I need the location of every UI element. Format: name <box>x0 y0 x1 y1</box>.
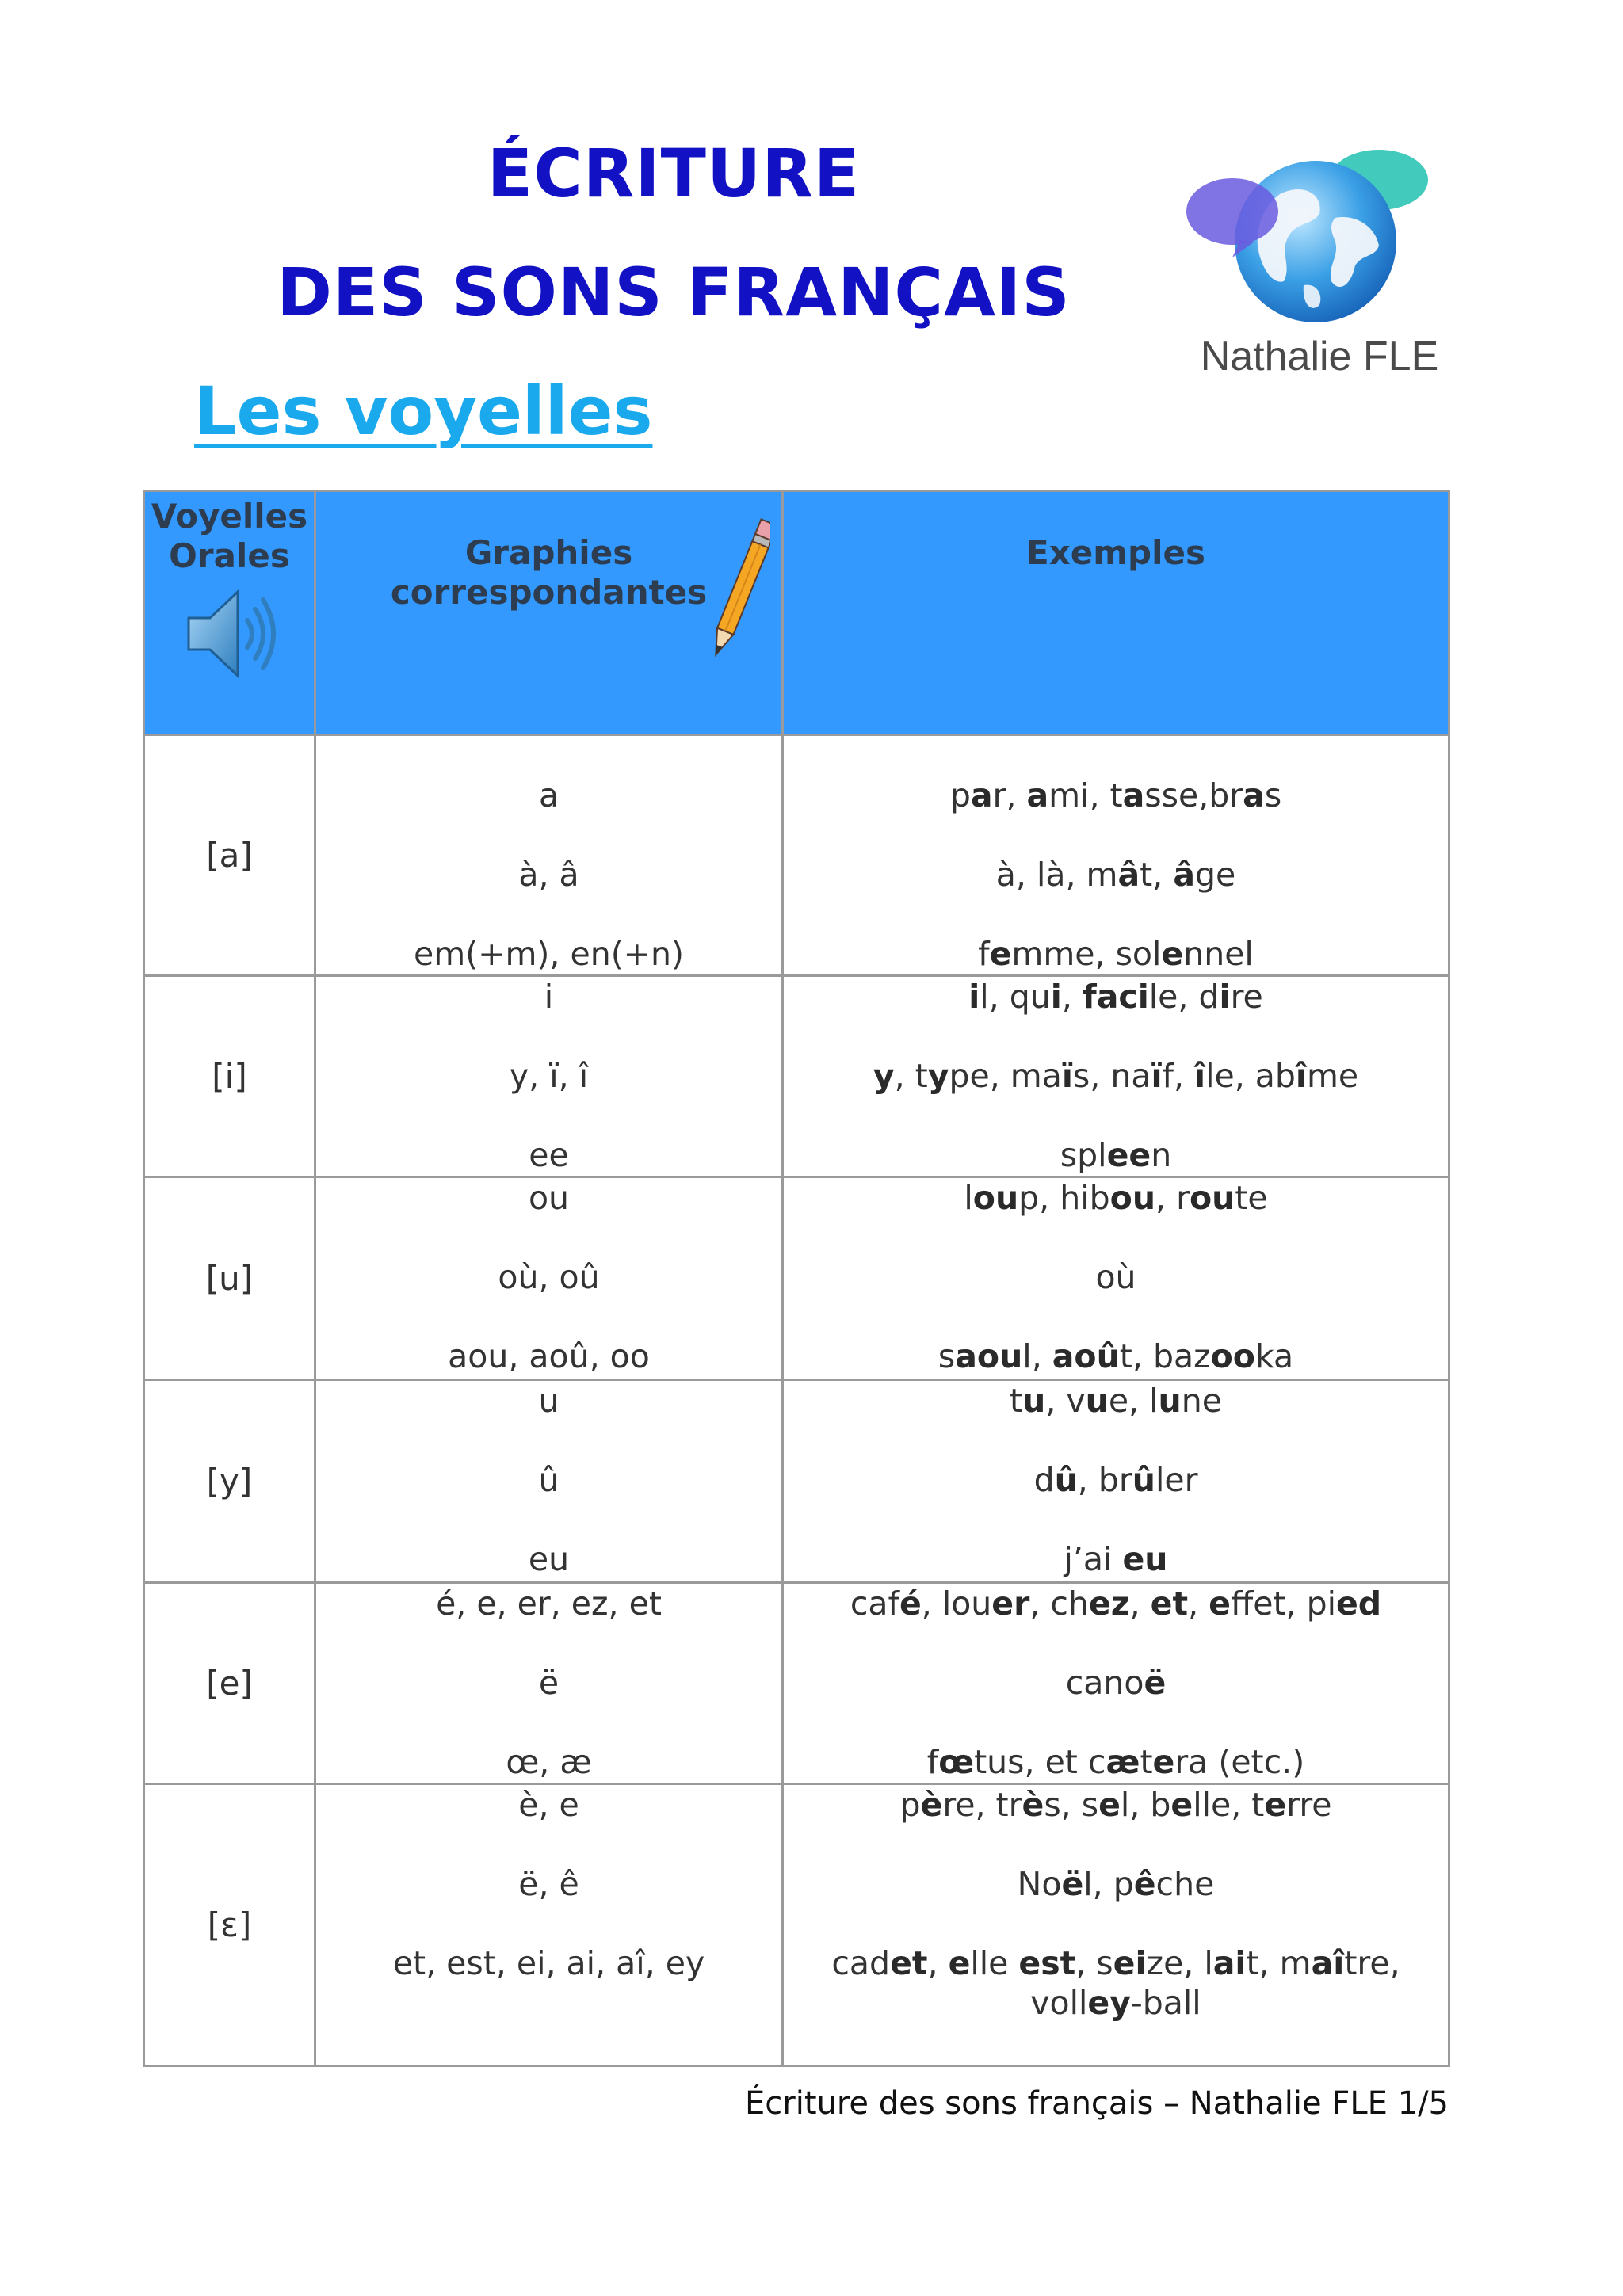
table-row <box>144 735 1449 976</box>
example-highlight: ë <box>1061 1865 1084 1903</box>
graphie-line: i <box>544 978 554 1016</box>
example-text: , <box>1129 1585 1151 1623</box>
example-line <box>793 934 1438 974</box>
example-text: l <box>964 1179 973 1217</box>
example-text: r, <box>992 776 1027 814</box>
example-highlight: y <box>873 1057 895 1095</box>
example-text: caf <box>850 1585 899 1623</box>
example-highlight: æ <box>1106 1743 1140 1781</box>
table-row <box>144 1177 1449 1380</box>
logo-text: Nathalie FLE <box>1200 334 1439 379</box>
example-text: s <box>1264 776 1282 814</box>
example-line <box>793 1381 1438 1421</box>
example-text: le, ab <box>1205 1057 1296 1095</box>
example-highlight: a <box>970 776 993 814</box>
example-highlight: è <box>920 1786 943 1824</box>
example-text: à, là, m <box>995 856 1118 894</box>
example-text: ze, l <box>1146 1944 1213 1982</box>
header-vowels-line1: Voyelles <box>151 497 308 536</box>
example-highlight: a <box>1122 776 1145 814</box>
example-highlight: ou <box>1109 1179 1156 1217</box>
graphie-line: où, oû <box>498 1258 600 1296</box>
example-line <box>793 977 1438 1016</box>
example-highlight: e <box>948 1944 971 1982</box>
example-text: , br <box>1077 1461 1132 1499</box>
example-text: , lou <box>921 1585 992 1623</box>
example-line <box>793 1539 1438 1579</box>
example-line <box>793 776 1438 815</box>
example-text: p <box>949 776 971 814</box>
phoneme-cell: [i] <box>144 976 315 1177</box>
example-text: , <box>927 1944 949 1982</box>
example-text: f, <box>1162 1057 1195 1095</box>
example-highlight: i <box>1219 978 1231 1016</box>
graphie-line: em(+m), en(+n) <box>413 935 685 973</box>
example-line <box>793 1943 1438 1983</box>
examples-cell <box>783 735 1449 976</box>
example-highlight: ez <box>1088 1585 1130 1623</box>
example-highlight: é <box>899 1585 922 1623</box>
example-text: le, d <box>1148 978 1220 1016</box>
graphie-line: é, e, er, ez, et <box>436 1585 662 1623</box>
example-text: spl <box>1060 1136 1107 1174</box>
example-highlight: e <box>1152 1743 1175 1781</box>
graphie-line: u <box>538 1382 559 1420</box>
example-highlight: e <box>1170 1786 1193 1824</box>
example-highlight: ee <box>1106 1136 1151 1174</box>
example-text: mi, t <box>1048 776 1123 814</box>
table-row <box>144 1784 1449 2066</box>
graphie-line: et, est, ei, ai, aî, ey <box>392 1944 705 1982</box>
example-text: pe, ma <box>949 1057 1062 1095</box>
example-highlight: i <box>968 978 980 1016</box>
example-highlight: er <box>991 1585 1030 1623</box>
section-subtitle: Les voyelles <box>194 372 653 450</box>
example-text: cad <box>831 1944 891 1982</box>
example-text: tre, <box>1344 1944 1400 1982</box>
example-text: lle <box>970 1944 1019 1982</box>
example-text: , v <box>1045 1382 1086 1420</box>
example-line <box>793 1864 1438 1904</box>
example-line <box>793 1337 1438 1376</box>
examples-cell <box>783 1177 1449 1380</box>
graphie-line: û <box>538 1461 559 1499</box>
example-text: l, b <box>1120 1786 1171 1824</box>
example-text: j’ai <box>1064 1540 1123 1578</box>
example-text: mme, sol <box>1011 935 1162 973</box>
example-highlight: û <box>1132 1461 1155 1499</box>
graphie-line: y, ï, î <box>509 1057 589 1095</box>
page-title-line1: ÉCRITURE <box>487 135 861 212</box>
example-highlight: ou <box>1189 1179 1235 1217</box>
example-text: t, <box>1140 856 1174 894</box>
example-text: s, na <box>1072 1057 1151 1095</box>
example-text: ne <box>1181 1382 1222 1420</box>
graphies-cell <box>315 1784 783 2066</box>
example-text: ge <box>1194 856 1236 894</box>
examples-cell <box>783 976 1449 1177</box>
example-text: re, tr <box>942 1786 1022 1824</box>
graphies-cell <box>315 1177 783 1380</box>
example-text: rre <box>1286 1786 1332 1824</box>
example-text: ler <box>1155 1461 1198 1499</box>
example-highlight: oo <box>1210 1337 1255 1375</box>
example-highlight: â <box>1117 856 1140 894</box>
example-line <box>793 1742 1438 1782</box>
graphie-line: aou, aoû, oo <box>448 1337 650 1375</box>
example-highlight: a <box>1243 776 1265 814</box>
example-highlight: î <box>1194 1057 1206 1095</box>
example-line <box>793 1460 1438 1500</box>
example-line <box>793 1785 1438 1825</box>
example-highlight: ey <box>1087 1984 1131 2022</box>
example-highlight: ê <box>1133 1865 1156 1903</box>
example-highlight: et <box>1150 1585 1189 1623</box>
header-examples <box>783 491 1449 735</box>
graphie-line: ë, ê <box>518 1865 579 1903</box>
example-highlight: è <box>1022 1786 1044 1824</box>
example-highlight: et <box>890 1944 928 1982</box>
example-text: s, s <box>1044 1786 1099 1824</box>
graphies-cell <box>315 976 783 1177</box>
graphie-line: è, e <box>518 1786 579 1824</box>
pencil-icon <box>715 509 770 668</box>
examples-cell <box>783 1784 1449 2066</box>
page-title-line2: DES SONS FRANÇAIS <box>277 254 1071 331</box>
example-text: t, m <box>1246 1944 1312 1982</box>
example-text: che <box>1155 1865 1215 1903</box>
example-text: ra (etc.) <box>1174 1743 1305 1781</box>
graphie-line: a <box>538 776 559 814</box>
header-graphies-line2: correspondantes <box>390 573 708 612</box>
table-row <box>144 1583 1449 1784</box>
example-line <box>793 1135 1438 1175</box>
graphies-cell <box>315 1583 783 1784</box>
graphie-line: œ, æ <box>506 1743 592 1781</box>
example-text: , t <box>894 1057 928 1095</box>
example-line <box>793 1584 1438 1623</box>
phoneme-cell: [y] <box>144 1380 315 1583</box>
table-body <box>144 735 1449 2066</box>
phoneme-cell: [u] <box>144 1177 315 1380</box>
example-text: , <box>1188 1585 1209 1623</box>
example-text: me <box>1306 1057 1359 1095</box>
examples-cell <box>783 1380 1449 1583</box>
table-row <box>144 1380 1449 1583</box>
example-text: , <box>1061 978 1083 1016</box>
example-text: où <box>1095 1258 1136 1296</box>
example-text: n <box>1151 1136 1172 1174</box>
example-highlight: î <box>1295 1057 1307 1095</box>
page-footer: Écriture des sons français – Nathalie FLE 1/5 <box>745 2085 1449 2122</box>
example-highlight: e <box>1098 1786 1121 1824</box>
example-text: tus, et c <box>974 1743 1106 1781</box>
example-highlight: aou <box>955 1337 1023 1375</box>
example-text: cano <box>1065 1664 1144 1702</box>
example-highlight: ai <box>1212 1944 1247 1982</box>
example-highlight: u <box>1158 1382 1182 1420</box>
example-text: ka <box>1254 1337 1294 1375</box>
header-graphies <box>315 491 783 735</box>
phoneme-cell: [ɛ] <box>144 1784 315 2066</box>
example-text: re <box>1230 978 1263 1016</box>
example-line <box>793 1056 1438 1096</box>
example-text: l, <box>1022 1337 1052 1375</box>
examples-cell <box>783 1583 1449 1784</box>
example-text: , ch <box>1029 1585 1089 1623</box>
header-vowels-line2: Orales <box>169 536 290 575</box>
phoneme-cell: [a] <box>144 735 315 976</box>
example-text: voll <box>1030 1984 1088 2022</box>
example-highlight: y <box>927 1057 949 1095</box>
example-highlight: e <box>1161 935 1184 973</box>
example-text: e, l <box>1108 1382 1159 1420</box>
example-highlight: aî <box>1311 1944 1345 1982</box>
speaker-icon <box>182 582 277 685</box>
graphies-cell <box>315 735 783 976</box>
example-highlight: ë <box>1144 1664 1167 1702</box>
header-graphies-line1: Graphies <box>464 533 633 572</box>
example-highlight: ei <box>1113 1944 1147 1982</box>
example-text: p, hib <box>1018 1179 1110 1217</box>
table-row <box>144 976 1449 1177</box>
example-text: No <box>1017 1865 1062 1903</box>
header-examples-label: Exemples <box>1026 533 1205 572</box>
example-highlight: i <box>1050 978 1062 1016</box>
example-highlight: ed <box>1336 1585 1382 1623</box>
example-highlight: faci <box>1082 978 1149 1016</box>
header-vowels <box>144 491 315 735</box>
example-text: l, p <box>1083 1865 1134 1903</box>
example-highlight: e <box>1264 1786 1287 1824</box>
graphie-line: à, â <box>518 856 579 894</box>
example-highlight: a <box>1026 776 1049 814</box>
example-highlight: ï <box>1151 1057 1163 1095</box>
example-text: f <box>978 935 990 973</box>
example-highlight: e <box>989 935 1012 973</box>
example-line <box>793 1663 1438 1703</box>
example-highlight: u <box>1085 1382 1109 1420</box>
example-highlight: â <box>1173 856 1195 894</box>
example-text: , r <box>1155 1179 1190 1217</box>
example-text: sse,br <box>1144 776 1243 814</box>
example-line <box>793 1178 1438 1218</box>
example-text: s <box>938 1337 956 1375</box>
example-text: d <box>1033 1461 1055 1499</box>
graphie-line: ee <box>529 1136 569 1174</box>
phoneme-cell: [e] <box>144 1583 315 1784</box>
example-text: t <box>1140 1743 1153 1781</box>
example-text: p <box>899 1786 921 1824</box>
table-header-row <box>144 491 1449 735</box>
example-highlight: œ <box>938 1743 975 1781</box>
example-highlight: û <box>1054 1461 1078 1499</box>
example-line <box>793 1257 1438 1297</box>
example-text: ffet, pi <box>1230 1585 1336 1623</box>
example-text: l, qu <box>980 978 1051 1016</box>
example-line <box>793 1983 1438 2023</box>
example-highlight: eu <box>1122 1540 1168 1578</box>
graphie-line: ou <box>528 1179 570 1217</box>
example-line <box>793 855 1438 894</box>
example-text: t, baz <box>1119 1337 1211 1375</box>
example-highlight: ou <box>972 1179 1019 1217</box>
example-highlight: ï <box>1061 1057 1073 1095</box>
example-highlight: est <box>1018 1944 1076 1982</box>
example-text: -ball <box>1130 1984 1201 2022</box>
example-text: lle, t <box>1193 1786 1265 1824</box>
example-text: , s <box>1075 1944 1113 1982</box>
example-text: te <box>1235 1179 1268 1217</box>
graphie-line: eu <box>528 1540 570 1578</box>
graphies-cell <box>315 1380 783 1583</box>
vowels-table <box>143 490 1450 2067</box>
example-text: t <box>1010 1382 1023 1420</box>
example-text: nnel <box>1183 935 1254 973</box>
graphie-line: ë <box>538 1664 559 1702</box>
example-highlight: e <box>1209 1585 1231 1623</box>
example-highlight: aoû <box>1052 1337 1120 1375</box>
example-highlight: u <box>1022 1382 1046 1420</box>
example-text: f <box>926 1743 939 1781</box>
